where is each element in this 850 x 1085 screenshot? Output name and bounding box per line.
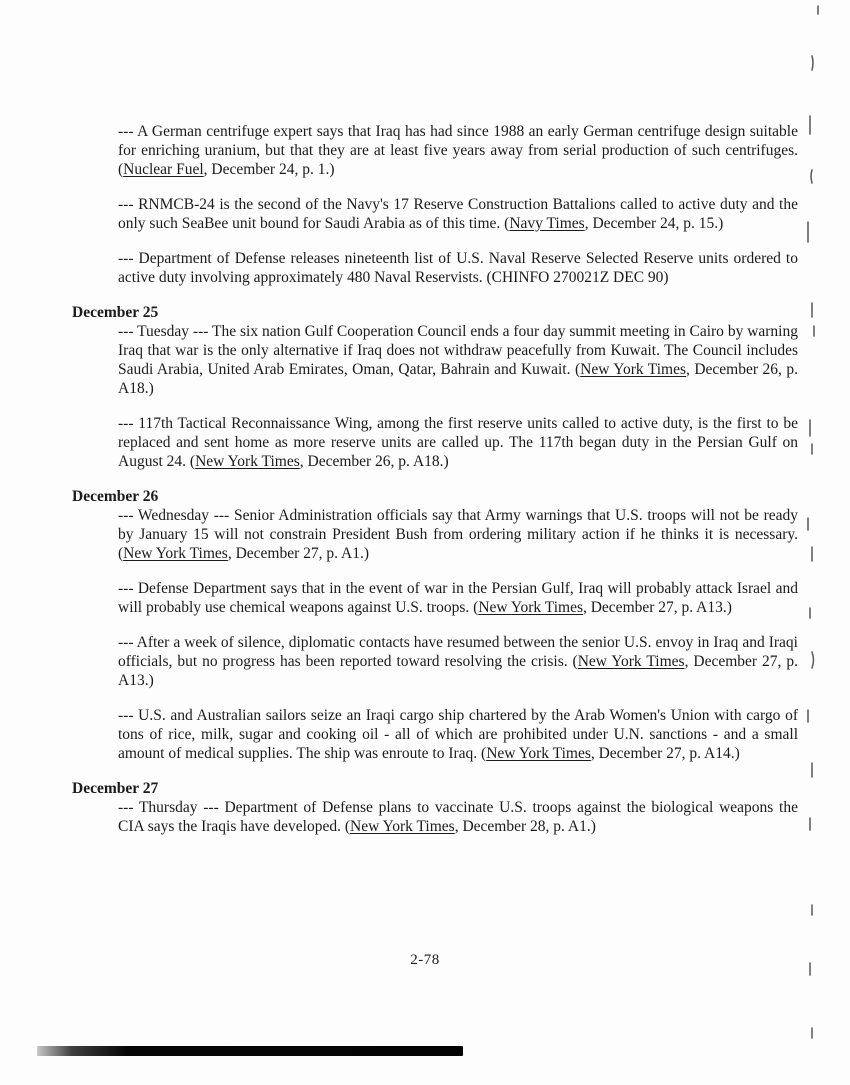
entry-text: , December 28, p. A1.) [454,818,596,835]
scan-edge-artifacts [796,0,836,1080]
entry-text: --- A German centrifuge expert says that Iraq has had since 1988 an early German centrifuge design suitable for enriching uranium, but that they are at least five years away from serial production of such centrifuges. ( [118,123,798,178]
entry-text: , December 26, p. A18.) [299,453,449,470]
entry-paragraph [118,506,798,563]
entry-text: --- Thursday --- Department of Defense plans to vaccinate U.S. troops against the biological weapons the CIA says the Iraqis have developed. ( [118,799,798,835]
entry-text: , December 26, p. A18.) [118,361,798,397]
entry-paragraph [118,579,798,617]
entry-text: , December 27, p. A13.) [582,599,732,616]
entry-text: --- RNMCB-24 is the second of the Navy's 17 Reserve Construction Battalions called to active duty and the only such SeaBee unit bound for Saudi Arabia as of this time. ( [118,196,798,232]
entry-text: --- Wednesday --- Senior Administration officials say that Army warnings that U.S. troops will not be ready by January 15 will not constrain President Bush from ordering military action if he thinks it is necessary. ( [118,507,798,562]
entry-paragraph [118,122,798,179]
entry-paragraph [118,249,798,287]
entry-text: , December 27, p. A1.) [227,545,370,562]
entry-text: --- Department of Defense releases nineteenth list of U.S. Naval Reserve Selected Reserve units ordered to active duty involving approximately 480 Naval Reservists. (CHINFO 270021Z DEC 90) [118,250,798,286]
date-heading: December 26 [72,488,159,505]
citation-source: New York Times [577,653,685,670]
entry-text: , December 24, p. 1.) [203,161,335,178]
page-number: 2-78 [410,952,440,968]
entry-text: --- Tuesday --- The six nation Gulf Cooperation Council ends a four day summit meeting in Cairo by warning Iraq that war is the only alternative if Iraq does not withdraw peacefully from Kuwait. The Council includes Saudi Arabia, United Arab Emirates, Oman, Qatar, Bahrain and Kuwait. ( [118,323,798,378]
citation-source: Nuclear Fuel [123,161,204,178]
entry-paragraph [118,322,798,398]
entry-text: --- After a week of silence, diplomatic contacts have resumed between the senior U.S. envoy in Iraq and Iraqi officials, but no progress has been reported toward resolving the crisis. ( [118,634,798,670]
entry-text: , December 24, p. 15.) [584,215,724,232]
entry-paragraph [118,633,798,690]
citation-source: New York Times [350,818,455,835]
citation-source: New York Times [478,599,583,616]
document-content [72,122,798,852]
section-december-26 [72,487,798,763]
citation-source: New York Times [123,545,228,562]
entry-text: --- U.S. and Australian sailors seize an Iraqi cargo ship chartered by the Arab Women's Union with cargo of tons of rice, milk, sugar and cooking oil - all of which are prohibited under U.N. sanctions - and a small amount of medical supplies. The ship was enroute to Iraq. ( [118,707,798,762]
entry-paragraph [118,195,798,233]
date-heading: December 25 [72,304,159,321]
entry-text: , December 27, p. A14.) [590,745,740,762]
entry-text: --- Defense Department says that in the event of war in the Persian Gulf, Iraq will probably attack Israel and will probably use chemical weapons against U.S. troops. ( [118,580,798,616]
citation-source: New York Times [580,361,686,378]
citation-source: New York Times [486,745,591,762]
citation-source: Navy Times [509,215,585,232]
entry-text: --- 117th Tactical Reconnaissance Wing, among the first reserve units called to active duty, is the first to be replaced and sent home as more reserve units are called up. The 117th began duty in the Persian Gulf on August 24. ( [118,415,798,470]
section-undated [72,122,798,287]
entry-paragraph [118,414,798,471]
entry-paragraph [118,706,798,763]
scan-artifact-bar [37,1046,463,1056]
entry-paragraph [118,798,798,836]
section-december-27 [72,779,798,836]
citation-source: New York Times [195,453,300,470]
entry-text: , December 27, p. A13.) [118,653,798,689]
section-december-25 [72,303,798,471]
date-heading: December 27 [72,780,159,797]
